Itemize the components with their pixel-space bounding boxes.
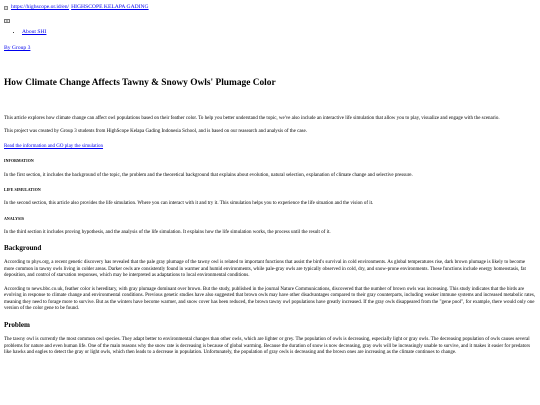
broken-image-icon: [4, 6, 8, 10]
nav-item-about-shi: [22, 29, 536, 36]
section-heading-life-simulation: LIFE SIMULATION: [4, 188, 41, 193]
section-text-information: In the first section, it includes the background of the topic, the problem and the theoretical background that explains about evolution, natural selection, explanation of climate change and selective pressure.: [4, 172, 413, 178]
intro-paragraph: This article explores how climate change can affect owl populations based on their feather color. To help you better understand the topic, we've also include an interactive life simulation that allow you to play, visualize and engage with the scenario.: [4, 115, 500, 121]
main-nav: [4, 29, 536, 36]
play-simulation-link[interactable]: Read the information and GO play the simulation: [4, 143, 104, 149]
site-header-link[interactable]: [4, 4, 149, 11]
section-text-analysis: In the third section it includes proving hypothesis, and the analysis of the life simulation. It explains how the life simulation works, the process until the result of it.: [4, 229, 331, 235]
section-heading-analysis: ANALYSIS: [4, 216, 25, 221]
article-title: How Climate Change Affects Tawny & Snowy Owls' Plumage Color: [4, 77, 276, 88]
background-paragraph-2: According to news.bbc.co.uk, feather color is hereditary, with gray plumage dominant over brown. But the study, published in the journal Nature Communications, discovered that the number of brown owls was increasing. This study indicates that the birds are evolving in response to climate change and environmental conditions. Previous genetic studies have also suggested that brown owls may have other disadvantages compared to their gray counterparts, including weaker immune systems and increased metabolic rates, meaning they need to forage more to survive. But as the winters have become warmer, and snow cover has been reduced, the brown tawny owl populations have greatly increased. If the gray owls disappeared from the "gene pool", for example, there would only one version of the color gene to be found.: [4, 286, 536, 312]
problem-paragraph-1: The tawny owl is currently the most common owl species. They adapt better to environmental changes than other owls, which are lighter or grey. The population of owls is decreasing, especially light or gray owls. The decreasing population of owls causes several problems for nature and even human life. One of the main reasons why the snow rate is decreasing is because of global warming. Because the duration of snow is now decreasing, gray owls will be increasingly unable to survive, and it makes it easier for predators like hawks and eagles to detect the gray or light owls, which then leads to a decrease in population. Unfortunately, the population of gray owls is decreasing and the brown ones are increasing as the climate continues to change.: [4, 337, 531, 356]
site-name: HIGHSCOPE KELAPA GADING: [71, 4, 149, 10]
background-paragraph-1: According to phys.org, a recent genetic discovery has revealed that the pale gray plumage of the tawny owl is related to important functions that assist the bird's survival in cold environments. As global temperatures rise, dark brown plumage is likely to become more common in tawny owls living in colder areas. Darker owls are consistently found in warmer and humid environments, while pale-gray owls are typically observed in cold, dry, and snow-prone environments. These functions include energy homeostasis, fat deposition, and control of starvation responses, which may be interpreted as adaptations to local environmental conditions.: [4, 260, 526, 279]
menu-toggle-button[interactable]: [4, 19, 10, 23]
nav-link-about-shi[interactable]: About SHI: [22, 29, 47, 36]
project-credit-paragraph: This project was created by Group 3 students from HighScope Kelapa Gading Indonesia School, and is based on our reasearch and analysis of the case.: [4, 129, 307, 135]
background-heading: Background: [4, 244, 42, 253]
section-heading-information: INFORMATION: [4, 159, 34, 164]
menu-icon: ≡: [6, 19, 8, 24]
problem-heading: Problem: [4, 320, 30, 329]
logo-alt-text: https://highscope.or.id/en/: [11, 4, 70, 10]
author-link[interactable]: By Group 3: [4, 45, 31, 52]
section-text-life-simulation: In the second section, this article also provides the life simulation. Where you can interact with it and try it. This simulation helps you to experience the life situation and the vision of it.: [4, 201, 374, 207]
